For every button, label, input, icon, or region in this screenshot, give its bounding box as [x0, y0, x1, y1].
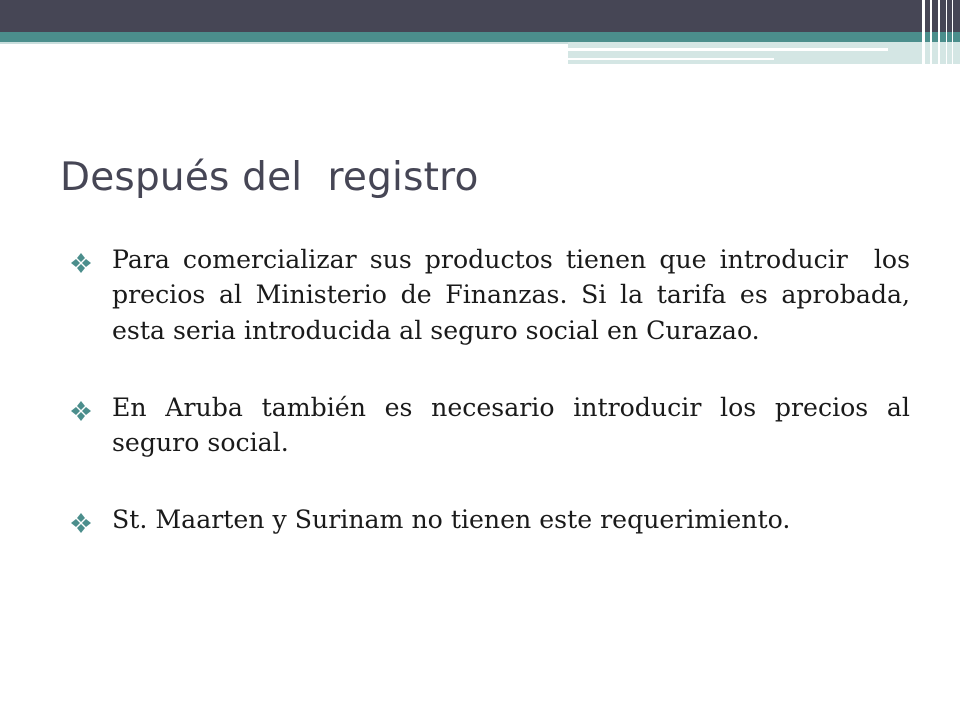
bullet-text: Para comercializar sus productos tienen que introducir los precios al Ministerio de Finanzas. Si la tarifa es aprobada, esta seria introducida al seguro social en Curazao. [112, 245, 919, 345]
corner-stripes [918, 0, 960, 64]
slide-title: Después del registro [60, 155, 479, 200]
bullet-text: St. Maarten y Surinam no tienen este requerimiento. [112, 505, 791, 535]
bullet-item [70, 502, 910, 537]
light-accent-block [568, 42, 960, 64]
white-accent-line-short [568, 58, 774, 60]
four-diamond-bullet-icon [70, 512, 92, 534]
bullet-list [70, 242, 919, 580]
bullet-item [70, 390, 919, 461]
bullet-text: En Aruba también es necesario introducir los precios al seguro social. [112, 392, 919, 458]
top-header-bar [0, 0, 960, 32]
teal-accent-bar [0, 32, 960, 42]
light-accent-line [0, 42, 568, 44]
four-diamond-bullet-icon [70, 400, 92, 422]
bullet-item [70, 242, 919, 348]
four-diamond-bullet-icon [70, 252, 92, 274]
white-accent-line [568, 48, 888, 51]
